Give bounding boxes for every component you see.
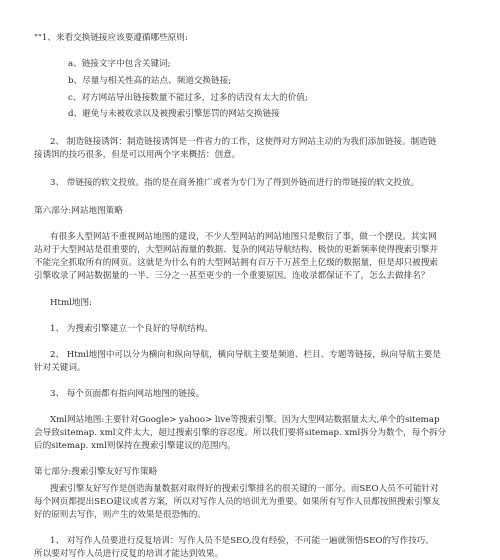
xml-para-line1: Xml网站地图:主要针对Google> yahoo> live等搜索引擎。因为大型网站数据量太大,单个的sitemap <box>50 414 440 425</box>
principle-d: d、避免与未被收录以及被搜索引擎惩罚的网站交换链接 <box>68 109 280 120</box>
section6-para-line3: 不能完全抓取所有的网页。这就是为什么有的大型网站拥有百万千万甚至上亿级的数据量，但是却只被搜索 <box>34 258 438 269</box>
item3-line: 3、 带链接的软文投放。指的是在商务推广或者为专门为了得到外链而进行的带链接的软文投放。 <box>50 178 420 189</box>
item2-line1: 2、 制造链接诱饵：制造链接诱饵是一件省力的工作，这使得对方网站主动的为我们添加链接。制造链 <box>50 137 437 148</box>
section6-title: 第六部分:网站地图策略 <box>34 206 123 217</box>
html-item2-line1: 2、 Html地图中可以分为横向和纵向导航，横向导航主要是频道、栏目、专题等链接，纵向导航主要是 <box>50 349 441 360</box>
section7-title: 第七部分:搜索引擎友好写作策略 <box>34 467 158 477</box>
xml-para-line3: 后的sitemap. xml则保持在搜索引擎建议的范围内。 <box>34 441 236 451</box>
html-item1: 1、 为搜索引擎建立一个良好的导航结构。 <box>50 323 213 334</box>
section7-item1-line2: 所以要对写作人员进行反复的培训才能达到效果。 <box>34 549 224 559</box>
principle-c: c、对方网站导出链接数量不能过多，过多的话没有太大的价值; <box>68 92 308 103</box>
xml-para-line2: 会导致sitemap. xml文件太大，超过搜索引擎的容忍度。所以我们要将sitemap. xml拆分为数个，每个拆分 <box>34 427 447 438</box>
html-map-label: Html地图: <box>50 297 92 308</box>
section7-para-line2: 每个网页都提出SEO建议或者方案，所以对写作人员的培训尤为重要。如果所有写作人员都按照搜索引擎友 <box>34 496 440 507</box>
html-item3: 3、 每个页面都有指向网站地图的链接。 <box>50 388 205 399</box>
html-item2-line2: 针对关键词。 <box>34 362 86 373</box>
intro-line: ""1、来看交换链接应该要遵循哪些原则: <box>34 33 188 43</box>
section6-para-line2: 站对于大型网站是很重要的，大型网站海量的数据、复杂的网站导航结构、极快的更新频率使得搜索引擎并 <box>34 245 438 256</box>
section6-para-line4: 引擎收录了网站数据量的一半、三分之一甚至更少的一个重要原因。连收录都保证不了，怎么去做排名？ <box>34 271 430 282</box>
principle-a: a、链接文字中包含关键词; <box>68 59 171 70</box>
section6-para-line1: 有很多人型网站不重视网站地图的建设，不少人型网站的网站地图只是敷衍了事，做一个摆设。其实网 <box>50 232 437 243</box>
principle-b: b、尽量与相关性高的站点、频道交换链接; <box>68 75 232 86</box>
section7-para-line1: 搜索引擎友好写作是创造海量数据对取得好的搜索引擎排名的很关键的一部分。而SEO人员不可能针对 <box>50 483 439 494</box>
item2-line2: 接诱饵的技巧很多，但是可以用两个字来概括：创意。 <box>34 150 241 161</box>
section7-item1-line1: 1、 对写作人员要进行反复培训：写作人员不是SEO,没有经验，不可能一遍就领悟SEO的写作技巧。 <box>50 536 434 546</box>
section7-para-line3: 好的原则去写作，则产生的效果是很恐怖的。 <box>34 509 206 520</box>
